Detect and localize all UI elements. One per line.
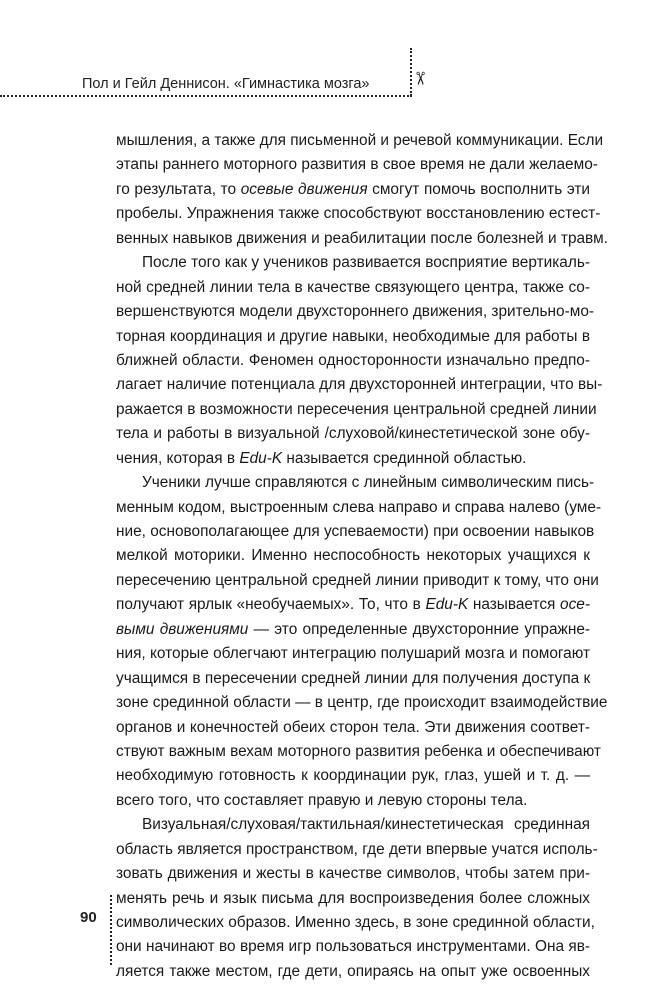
text-run: называется	[468, 596, 561, 614]
text-run: ляется также местом, где дети, опираясь на опыт уже освоенных	[116, 962, 590, 980]
text-line	[116, 227, 608, 251]
text-line	[116, 520, 595, 544]
text-run: органов и конечностей обеих сторон тела. Эти движения соответ-	[116, 718, 590, 736]
text-run: ражается в возможности пересечения центральной средней линии	[116, 400, 597, 418]
text-line	[116, 251, 590, 275]
running-header-title: Пол и Гейл Деннисон. «Гимнастика мозга»	[82, 76, 370, 92]
text-run: Ученики лучше справляются с линейным символическим пись-	[142, 474, 595, 492]
text-line	[116, 153, 598, 177]
text-line	[116, 422, 590, 446]
text-line	[116, 496, 602, 520]
text-run: учащимся в пересечении средней линии для получения доступа к	[116, 669, 591, 687]
text-line	[116, 593, 590, 617]
text-run: ствуют важным вехам моторного развития ребенка и обеспечивают	[116, 742, 601, 760]
text-line	[116, 129, 604, 153]
text-run: мышления, а также для письменной и речевой коммуникации. Если	[116, 132, 604, 149]
italic-term: осе-	[560, 596, 590, 614]
text-run: Визуальная/слуховая/тактильная/кинестетическая срединная	[142, 816, 590, 834]
text-run: зоне срединной области — в центр, где происходит взаимодействие	[116, 694, 608, 712]
text-run: ния, которые облегчают интеграцию полушарий мозга и помогают	[116, 645, 590, 663]
text-line	[116, 447, 590, 471]
text-line	[116, 813, 590, 837]
italic-term: Edu-K	[239, 449, 283, 467]
text-line	[116, 691, 608, 715]
text-line	[116, 764, 590, 788]
text-line	[116, 349, 590, 373]
text-run: торная координация и другие навыки, необходимые для работы в	[116, 327, 590, 345]
body-text	[116, 129, 608, 984]
text-line	[116, 960, 590, 984]
text-line	[116, 740, 601, 764]
text-line	[116, 471, 595, 495]
text-line	[116, 716, 590, 740]
text-line	[116, 276, 590, 300]
text-line	[116, 398, 597, 422]
text-line	[116, 642, 590, 666]
text-line	[116, 544, 590, 568]
text-run: ние, основополагающее для успеваемости) при освоении навыков	[116, 523, 595, 540]
italic-term: выми движениями	[116, 620, 249, 638]
text-run: го результата, то	[116, 180, 241, 198]
page-number: 90	[80, 909, 97, 926]
text-run: ближней области. Феномен односторонности изначально предпо-	[116, 351, 590, 369]
text-run: венных навыков движения и реабилитации после болезней и травм.	[116, 229, 608, 247]
text-line	[116, 178, 590, 202]
italic-term: Edu-K	[425, 596, 469, 614]
page-footer	[0, 895, 140, 965]
text-run: мелкой моторики. Именно неспособность некоторых учащихся к	[116, 547, 590, 565]
text-line	[116, 935, 590, 959]
text-run: пробелы. Упражнения также способствуют восстановлению естест-	[116, 205, 601, 223]
text-run: лагает наличие потенциала для двухсторонней интеграции, что вы-	[116, 376, 603, 394]
text-line	[116, 300, 595, 324]
text-run: необходимую готовность к координации рук, глаз, ушей и т. д. —	[116, 767, 590, 785]
text-run: зовать движения и жесты в качестве символов, чтобы затем при-	[116, 865, 590, 883]
text-line	[116, 325, 590, 349]
scissors-icon: ✂	[409, 70, 431, 87]
running-header	[0, 70, 430, 96]
text-line	[116, 618, 590, 642]
text-run: символических образов. Именно здесь, в зоне срединной области,	[116, 914, 595, 931]
text-line	[116, 838, 598, 862]
header-dotted-rule	[0, 95, 412, 97]
text-run: получают ярлык «необучаемых». То, что в	[116, 596, 426, 614]
text-run: вершенствуются модели двухстороннего движения, зрительно-мо-	[116, 303, 595, 321]
text-run: чения, которая в	[116, 449, 240, 467]
text-run: ной средней линии тела в качестве связующего центра, также со-	[116, 278, 590, 296]
text-line	[116, 911, 595, 935]
text-line	[116, 789, 590, 813]
text-line	[116, 667, 590, 691]
text-run: этапы раннего моторного развития в свое время не дали желаемо-	[116, 156, 598, 174]
text-line	[116, 202, 601, 226]
text-run: тела и работы в визуальной /слуховой/кинестетической зоне обу-	[116, 425, 590, 443]
text-run: всего того, что составляет правую и левую стороны тела.	[116, 791, 528, 809]
text-run: называется срединной областью.	[282, 449, 527, 467]
text-run: область является пространством, где дети впервые учатся исполь-	[116, 840, 598, 858]
text-run: они начинают во время игр пользоваться инструментами. Она яв-	[116, 938, 590, 956]
text-run: После того как у учеников развивается восприятие вертикаль-	[142, 254, 590, 272]
text-line	[116, 862, 590, 886]
text-line	[116, 569, 599, 593]
text-run: менным кодом, выстроенным слева направо и справа налево (уме-	[116, 498, 602, 516]
text-run: пересечению центральной средней линии приводит к тому, что они	[116, 571, 599, 589]
text-line	[116, 373, 603, 397]
text-run: смогут помочь восполнить эти	[367, 180, 590, 198]
footer-dotted-vertical-rule	[110, 895, 112, 965]
text-line	[116, 887, 590, 911]
text-run: менять речь и язык письма для воспроизведения более сложных	[116, 889, 590, 907]
italic-term: осевые движения	[240, 180, 368, 198]
text-run: — это определенные двухсторонние упражне-	[248, 620, 591, 638]
